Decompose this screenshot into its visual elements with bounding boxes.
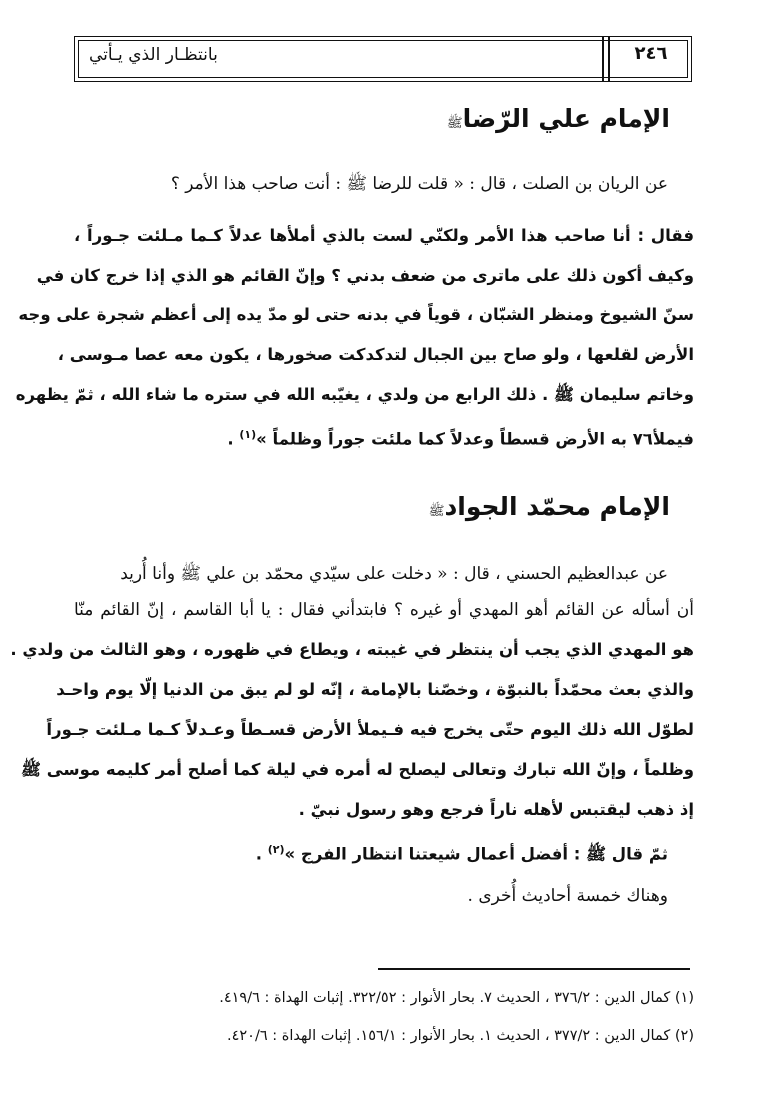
footnote-marker[interactable]: (٢) bbox=[267, 843, 285, 856]
text-line: وهناك خمسة أحاديث أُخرى . bbox=[467, 886, 668, 906]
header-divider bbox=[608, 37, 610, 81]
honorific-glyph: ﷺ bbox=[428, 504, 445, 519]
section-title: الإمام علي الرّضا bbox=[462, 104, 670, 133]
page-header bbox=[74, 36, 692, 82]
text-line: هو المهدي الذي يجب أن ينتظر في غيبته ، ويطاع في ظهوره ، وهو الثالث من ولدي . bbox=[10, 640, 694, 659]
text-line: ثمّ قال ﷺ : أفضل أعمال شيعتنا انتظار الفرج » bbox=[284, 844, 668, 864]
header-divider bbox=[602, 37, 604, 81]
footnote: (١) كمال الدين : ٣٧٦/٢ ، الحديث ٧. بحار الأنوار : ٣٢٢/٥٢. إثبات الهداة : ٤١٩/٦. bbox=[219, 990, 694, 1006]
section-title: الإمام محمّد الجواد bbox=[444, 492, 670, 521]
section-heading bbox=[447, 104, 670, 134]
text-line: عن عبدالعظيم الحسني ، قال : « دخلت على سيّدي محمّد بن علي ﷺ وأنا أُريد bbox=[120, 564, 668, 584]
text-line: الأرض لقلعها ، ولو صاح بين الجبال لتدكدكت صخورها ، يكون معه عصا مـوسى ، bbox=[57, 345, 694, 364]
text-line: إذ ذهب ليقتبس لأهله ناراً فرجع وهو رسول نبيّ . bbox=[298, 800, 694, 819]
running-title: بانتظـار الذي يـأتي bbox=[89, 45, 218, 65]
text-line: سنّ الشيوخ ومنظر الشبّان ، قوياً في بدنه حتى لو مدّ يده إلى أعظم شجرة على وجه bbox=[18, 305, 694, 324]
page-number: ٢٤٦ bbox=[634, 43, 668, 64]
footnote-marker[interactable]: (١) bbox=[239, 428, 257, 441]
text-line: وخاتم سليمان ﷺ . ذلك الرابع من ولدي ، يغيّبه الله في ستره ما شاء الله ، ثمّ يظهره bbox=[15, 385, 694, 404]
text-line: فقال : أنا صاحب هذا الأمر ولكنّي لست بالذي أملأها عدلاً كـما مـلئت جـوراً ، bbox=[74, 226, 694, 245]
text-line: لطوّل الله ذلك اليوم حتّى يخرج فيه فـيملأ الأرض قسـطاً وعـدلاً كـما مـلئت جـوراً bbox=[46, 720, 694, 739]
text-line: وكيف أكون ذلك على ماترى من ضعف بدني ؟ وإنّ القائم هو الذي إذا خرج كان في bbox=[36, 266, 694, 285]
footnote: (٢) كمال الدين : ٣٧٧/٢ ، الحديث ١. بحار الأنوار : ١٥٦/١. إثبات الهداة : ٤٢٠/٦. bbox=[227, 1028, 694, 1044]
text-line: وظلماً ، وإنّ الله تبارك وتعالى ليصلح له أمره في ليلة كما أصلح أمر كليمه موسى ﷺ bbox=[21, 760, 694, 779]
text-line: عن الريان بن الصلت ، قال : « قلت للرضا ﷺ : أنت صاحب هذا الأمر ؟ bbox=[170, 174, 668, 194]
text-line-last: فيملأ٧٦ به الأرض قسطاً وعدلاً كما ملئت جوراً وظلماً »$^{(١)}$ . bbox=[227, 428, 694, 449]
section-heading bbox=[429, 492, 670, 522]
text-line: والذي بعث محمّداً بالنبوّة ، وخصّنا بالإمامة ، إنّه لو لم يبق من الدنيا إلّا يوم واحـد bbox=[56, 680, 694, 699]
text-line: أن أسأله عن القائم أهو المهدي أو غيره ؟ فابتدأني فقال : يا أبا القاسم ، إنّ القائم منّا bbox=[74, 600, 694, 620]
text-line: فيملأ٧٦ به الأرض قسطاً وعدلاً كما ملئت جوراً وظلماً » bbox=[256, 429, 694, 449]
footnote-separator bbox=[378, 968, 690, 970]
text-line-last: ثمّ قال ﷺ : أفضل أعمال شيعتنا انتظار الفرج »$^{(٢)}$ . bbox=[255, 843, 668, 864]
honorific-glyph: ﷺ bbox=[446, 116, 463, 131]
